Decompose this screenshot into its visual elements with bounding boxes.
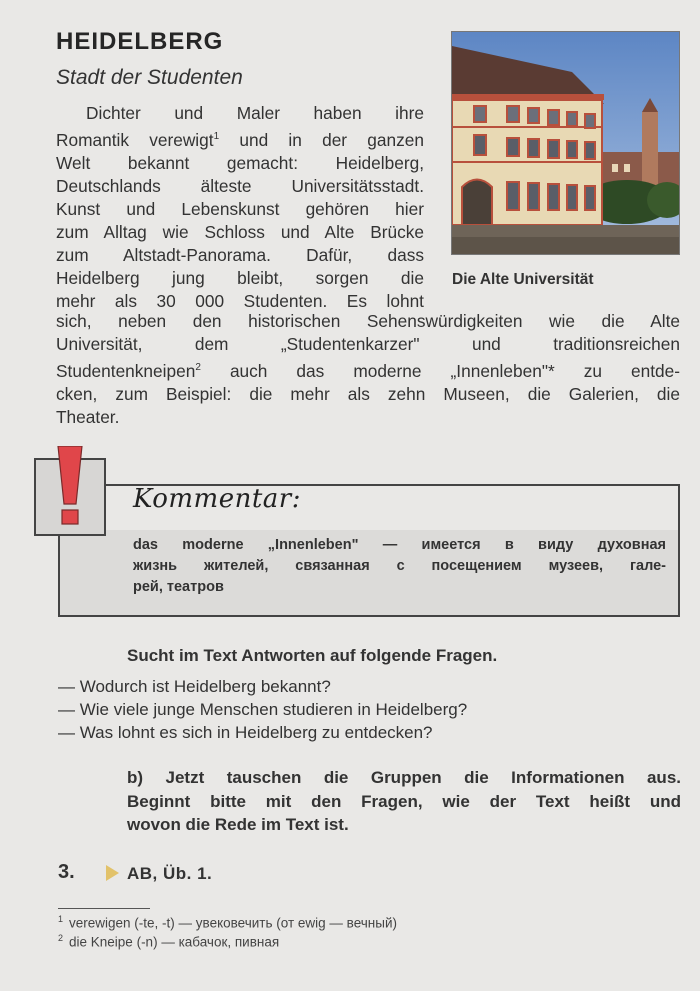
task-b-line: Beginnt bitte mit den Fragen, wie der Text heißt und [127, 791, 681, 811]
text-fragment: und in der ganzen [239, 129, 424, 150]
text-line: zum Alltag wie Schloss und Alte Brücke [56, 221, 424, 242]
exclamation-icon [50, 446, 90, 532]
footnote-2 [58, 933, 279, 950]
task-b-line: wovon die Rede im Text ist. [127, 815, 349, 834]
footnote-1 [58, 914, 397, 931]
text-fragment: auch das moderne „Innenleben"* zu entde- [229, 360, 680, 381]
footnote-text: verewigen (-te, -t) — увековечить (от ewig — вечный) [69, 915, 397, 931]
comment-line: жизнь жителей, связанная с посещением музеев, гале- [133, 558, 666, 574]
footnote-mark-2: 2 [195, 362, 201, 373]
footnote-text: die Kneipe (-n) — кабачок, пивная [69, 934, 280, 950]
text-line: zum Altstadt-Panorama. Dafür, dass [56, 244, 424, 265]
text-line: Kunst und Lebenskunst gehören hier [56, 198, 424, 219]
question-item: — Wie viele junge Menschen studieren in Heidelberg? [58, 700, 468, 719]
task-heading: Sucht im Text Antworten auf folgende Fragen. [127, 646, 498, 665]
text-line: Welt bekannt gemacht: Heidelberg, [56, 152, 424, 173]
question-item: — Wodurch ist Heidelberg bekannt? [58, 677, 331, 696]
question-item: — Was lohnt es sich in Heidelberg zu entdecken? [58, 723, 433, 742]
exercise-reference: AB, Üb. 1. [127, 864, 213, 883]
comment-text [133, 535, 666, 598]
text-line: cken, zum Beispiel: die mehr als zehn Museen, die Galerien, die [56, 383, 680, 404]
text-line: Dichter und Maler haben ihre [86, 103, 424, 123]
text-line [56, 356, 680, 383]
page-subtitle: Stadt der Studenten [56, 66, 243, 89]
comment-line: das moderne „Innenleben" — имеется в виду духовная [133, 537, 666, 553]
text-line: Universität, dem „Studentenkarzer" und traditionsreichen [56, 334, 680, 354]
text-fragment: Romantik verewigt [56, 129, 214, 150]
text-fragment: Studentenkneipen [56, 360, 196, 381]
photo-caption: Die Alte Universität [452, 271, 594, 288]
comment-heading: Kommentar: [133, 484, 301, 514]
footnote-mark-1: 1 [213, 131, 220, 142]
text-line: Theater. [56, 406, 120, 427]
footnote-number: 2 [58, 933, 64, 943]
footnote-number: 1 [58, 914, 64, 924]
photo-alte-universitaet [451, 31, 680, 255]
task-b-line: b) Jetzt tauschen die Gruppen die Informationen aus. [127, 768, 681, 787]
comment-line: рей, театров [133, 579, 224, 595]
task-b [127, 766, 681, 837]
arrow-icon [106, 865, 119, 881]
exercise-number: 3. [58, 861, 75, 883]
footnote-divider [58, 908, 150, 909]
page-title: HEIDELBERG [56, 28, 224, 55]
text-line [56, 125, 424, 152]
building-illustration [452, 32, 679, 254]
main-text-narrow [56, 102, 424, 313]
main-text-wide [56, 310, 680, 429]
text-line: Heidelberg jung bleibt, sorgen die [56, 267, 424, 288]
text-line: Deutschlands älteste Universitätsstadt. [56, 175, 424, 196]
text-line: mehr als 30 000 Studenten. Es lohnt [56, 290, 424, 311]
text-line: sich, neben den historischen Sehenswürdigkeiten wie die Alte [56, 311, 680, 331]
